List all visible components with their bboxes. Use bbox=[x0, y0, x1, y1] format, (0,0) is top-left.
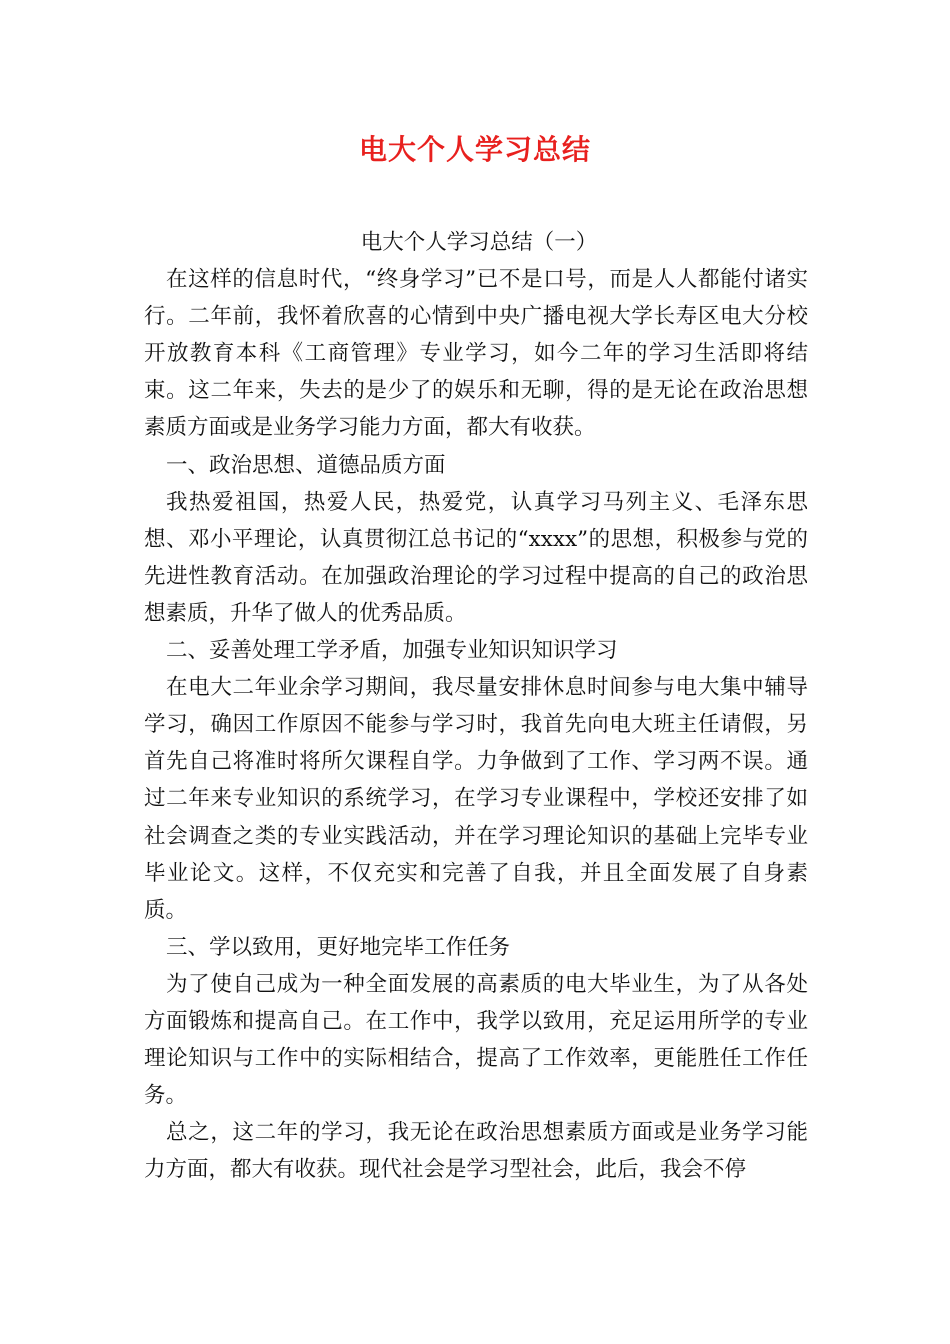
body-paragraph: 我热爱祖国，热爱人民，热爱党，认真学习马列主义、毛泽东思想、邓小平理论，认真贯彻江总书记的“xxxx”的思想，积极参与党的先进性教育活动。在加强政治理论的学习过程中提高的自己的政治思想素质，升华了做人的优秀品质。 bbox=[144, 489, 808, 626]
body-paragraph: 在这样的信息时代，“终身学习”已不是口号，而是人人都能付诸实行。二年前，我怀着欣喜的心情到中央广播电视大学长寿区电大分校开放教育本科《工商管理》专业学习，如今二年的学习生活即将结束。这二年来，失去的是少了的娱乐和无聊，得的是无论在政治思想素质方面或是业务学习能力方面，都大有收获。 bbox=[144, 267, 808, 441]
section-heading: 一、政治思想、道德品质方面 bbox=[166, 452, 446, 478]
body-paragraph: 在电大二年业余学习期间，我尽量安排休息时间参与电大集中辅导学习，确因工作原因不能参与学习时，我首先向电大班主任请假，另首先自己将准时将所欠课程自学。力争做到了工作、学习两不误。通过二年来专业知识的系统学习，在学习专业课程中，学校还安排了如社会调查之类的专业实践活动，并在学习理论知识的基础上完毕专业毕业论文。这样，不仅充实和完善了自我，并且全面发展了自身素质。 bbox=[144, 675, 808, 923]
document-body bbox=[144, 224, 808, 1188]
body-paragraph: 总之，这二年的学习，我无论在政治思想素质方面或是业务学习能力方面，都大有收获。现代社会是学习型社会，此后，我会不停 bbox=[144, 1120, 808, 1183]
section-heading: 三、学以致用，更好地完毕工作任务 bbox=[166, 934, 511, 960]
section-heading: 二、妥善处理工学矛盾，加强专业知识知识学习 bbox=[166, 638, 618, 664]
document-title: 电大个人学习总结 bbox=[358, 133, 591, 166]
section-subtitle: 电大个人学习总结（一） bbox=[360, 230, 598, 255]
body-paragraph: 为了使自己成为一种全面发展的高素质的电大毕业生，为了从各处方面锻炼和提高自己。在工作中，我学以致用，充足运用所学的专业理论知识与工作中的实际相结合，提高了工作效率，更能胜任工作任务。 bbox=[144, 971, 808, 1109]
